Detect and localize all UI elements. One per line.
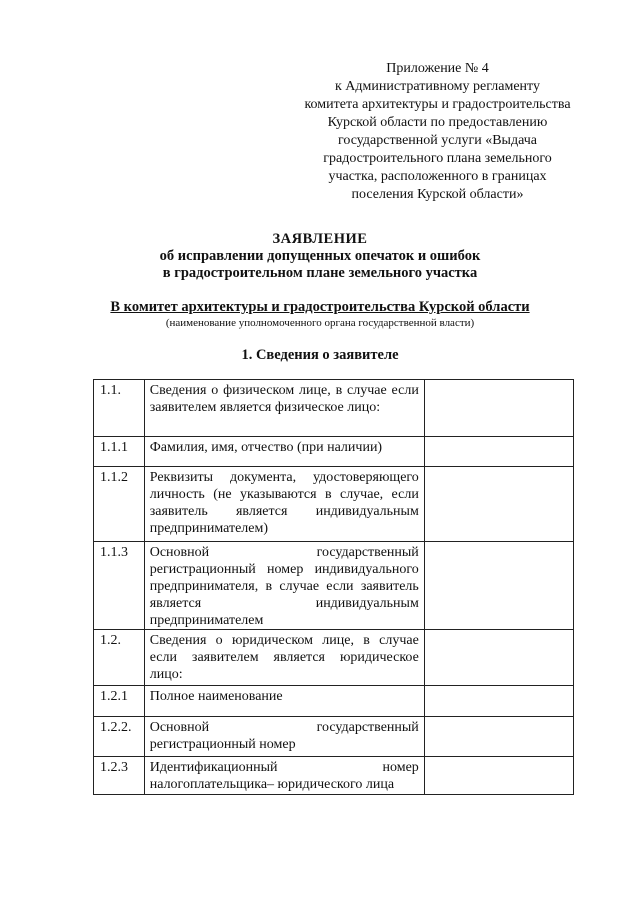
table-row: [94, 437, 574, 467]
table-row: [94, 686, 574, 717]
row-number: 1.1.2: [94, 467, 145, 542]
appendix-line: градостроительного плана земельного: [323, 151, 552, 166]
row-value-cell[interactable]: [424, 630, 573, 686]
committee-name: В комитет архитектуры и градостроительства Курской области: [110, 299, 530, 315]
row-value-cell[interactable]: [424, 686, 573, 717]
title-line-2: об исправлении допущенных опечаток и ошибок: [159, 248, 481, 264]
table-row: [94, 380, 574, 437]
row-description: Реквизиты документа, удостоверяющего личность (не указываются в случае, если заявитель является индивидуальным предпринимателем): [144, 467, 424, 542]
appendix-line: государственной услуги «Выдача: [338, 133, 537, 148]
row-description: Основной государственный регистрационный номер: [144, 717, 424, 757]
row-number: 1.1.: [94, 380, 145, 437]
section-title: 1. Сведения о заявителе: [241, 347, 399, 363]
committee-hint: (наименование уполномоченного органа государственной власти): [165, 317, 475, 329]
row-description: Идентификационный номер налогоплательщика– юридического лица: [144, 757, 424, 795]
row-number: 1.1.3: [94, 542, 145, 630]
table-row: [94, 630, 574, 686]
appendix-line: поселения Курской области»: [351, 187, 524, 202]
appendix-line: участка, расположенного в границах: [328, 169, 547, 184]
appendix-line: Курской области по предоставлению: [327, 115, 548, 130]
title-line-1: ЗАЯВЛЕНИЕ: [272, 231, 368, 247]
row-value-cell[interactable]: [424, 757, 573, 795]
row-number: 1.1.1: [94, 437, 145, 467]
addressee-block: [0, 298, 640, 330]
row-description: Полное наименование: [144, 686, 424, 717]
table-row: [94, 717, 574, 757]
title-line-3: в градостроительном плане земельного участка: [162, 265, 478, 281]
row-value-cell[interactable]: [424, 380, 573, 437]
table-row: [94, 542, 574, 630]
appendix-header: [285, 60, 590, 204]
document-title: [0, 231, 640, 282]
row-value-cell[interactable]: [424, 467, 573, 542]
table-row: [94, 757, 574, 795]
row-value-cell[interactable]: [424, 437, 573, 467]
row-number: 1.2.1: [94, 686, 145, 717]
row-description: Фамилия, имя, отчество (при наличии): [144, 437, 424, 467]
row-description: Сведения о юридическом лице, в случае если заявителем является юридическое лицо:: [144, 630, 424, 686]
applicant-table: [93, 379, 574, 795]
row-number: 1.2.2.: [94, 717, 145, 757]
appendix-line: к Административному регламенту: [335, 79, 540, 94]
table-row: [94, 467, 574, 542]
appendix-line: комитета архитектуры и градостроительства: [304, 97, 571, 112]
row-number: 1.2.: [94, 630, 145, 686]
row-number: 1.2.3: [94, 757, 145, 795]
row-value-cell[interactable]: [424, 717, 573, 757]
row-description: Сведения о физическом лице, в случае если заявителем является физическое лицо:: [144, 380, 424, 437]
row-value-cell[interactable]: [424, 542, 573, 630]
appendix-line: Приложение № 4: [386, 61, 489, 76]
row-description: Основной государственный регистрационный номер индивидуального предпринимателя, в случае если заявитель является индивидуальным предпринимателем: [144, 542, 424, 630]
